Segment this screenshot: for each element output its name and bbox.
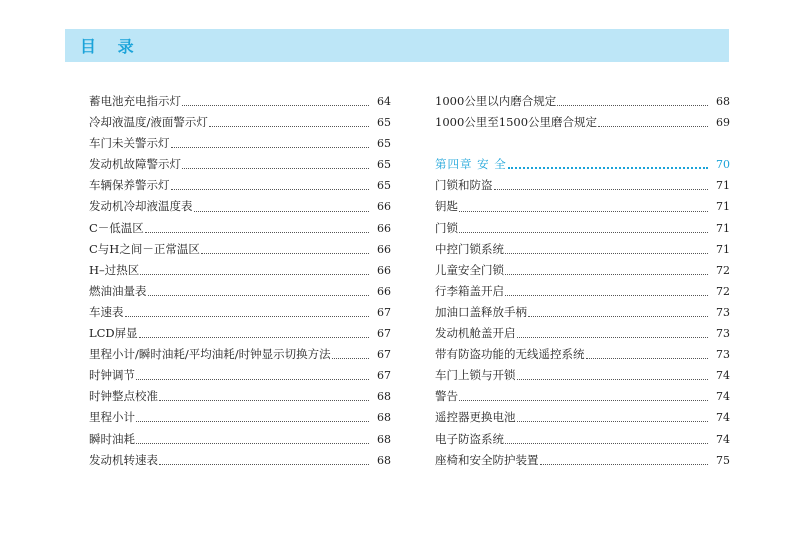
leader-dots: [182, 105, 369, 106]
toc-entry[interactable]: [89, 175, 391, 196]
toc-entry-label: 发动机舱盖开启: [435, 326, 516, 341]
leader-dots: [136, 379, 369, 380]
toc-entry[interactable]: [89, 344, 391, 365]
toc-right-column: [435, 91, 730, 471]
toc-entry-label: 车门未关警示灯: [89, 136, 170, 151]
leader-dots: [159, 400, 369, 401]
toc-entry[interactable]: [89, 407, 391, 428]
toc-entry-label: C与H之间－正常温区: [89, 241, 200, 256]
toc-entry-page: 71: [716, 242, 730, 256]
leader-dots: [517, 421, 709, 422]
toc-entry-label: 车辆保养警示灯: [89, 178, 170, 193]
leader-dots: [140, 274, 369, 275]
toc-entry[interactable]: [435, 344, 730, 365]
leader-dots: [508, 167, 708, 169]
toc-entry-label: H–过热区: [89, 262, 140, 277]
toc-entry[interactable]: [89, 196, 391, 217]
toc-entry[interactable]: [435, 196, 730, 217]
toc-entry-label: 电子防盗系统: [435, 431, 504, 446]
toc-entry-label: 瞬时油耗: [89, 431, 135, 446]
toc-entry-label: 加油口盖释放手柄: [435, 304, 527, 319]
toc-entry[interactable]: [89, 323, 391, 344]
toc-entry[interactable]: [89, 218, 391, 239]
toc-entry[interactable]: [89, 133, 391, 154]
toc-entry-label: 儿童安全门锁: [435, 262, 504, 277]
toc-entry-page: 73: [716, 327, 730, 341]
toc-entry-page: 75: [716, 453, 730, 467]
toc-entry-page: 66: [377, 284, 391, 298]
chapter-heading[interactable]: [435, 154, 730, 175]
toc-entry[interactable]: [435, 91, 730, 112]
leader-dots: [598, 126, 708, 127]
leader-dots: [494, 189, 709, 190]
toc-entry-page: 71: [716, 221, 730, 235]
leader-dots: [517, 379, 709, 380]
toc-entry-page: 66: [377, 200, 391, 214]
toc-entry-page: 74: [716, 411, 730, 425]
toc-entry-label: LCD屏显: [89, 326, 138, 341]
toc-entry-page: 74: [716, 390, 730, 404]
toc-entry-label: 1000公里至1500公里磨合规定: [435, 115, 598, 130]
toc-entry[interactable]: [435, 260, 730, 281]
toc-entry-label: 蓄电池充电指示灯: [89, 94, 181, 108]
toc-entry-page: 71: [716, 179, 730, 193]
toc-entry-page: 66: [377, 263, 391, 277]
toc-entry-label: 时钟调节: [89, 368, 135, 383]
toc-entry-label: 里程小计: [89, 410, 135, 425]
toc-entry-page: 67: [377, 305, 391, 319]
toc-entry[interactable]: [435, 112, 730, 133]
leader-dots: [505, 274, 708, 275]
toc-entry-label: 带有防盗功能的无线遥控系统: [435, 347, 585, 362]
toc-entry[interactable]: [435, 407, 730, 428]
toc-entry-page: 68: [716, 95, 730, 108]
leader-dots: [171, 189, 370, 190]
toc-entry-label: 1000公里以内磨合规定: [435, 94, 557, 108]
toc-entry-label: 车速表: [89, 304, 124, 319]
toc-entry-page: 69: [716, 116, 730, 130]
toc-entry-label: 车门上锁与开锁: [435, 368, 516, 383]
toc-entry[interactable]: [89, 450, 391, 471]
leader-dots: [459, 211, 708, 212]
toc-entry[interactable]: [435, 218, 730, 239]
leader-dots: [201, 253, 369, 254]
toc-entry-label: 门锁和防盗: [435, 178, 493, 193]
toc-entry-label: 里程小计/瞬时油耗/平均油耗/时钟显示切换方法: [89, 347, 331, 362]
toc-entry-page: 68: [377, 390, 391, 404]
toc-entry-page: 66: [377, 242, 391, 256]
toc-title: 目 录: [80, 37, 142, 56]
toc-entry[interactable]: [89, 302, 391, 323]
toc-entry-page: 68: [377, 453, 391, 467]
leader-dots: [209, 126, 369, 127]
toc-entry-page: 74: [716, 432, 730, 446]
toc-entry-page: 72: [716, 263, 730, 277]
leader-dots: [125, 316, 370, 317]
leader-dots: [332, 358, 369, 359]
toc-entry-label: 中控门锁系统: [435, 241, 504, 256]
toc-header-band: [65, 29, 729, 62]
toc-entry-page: 64: [377, 95, 391, 108]
toc-entry[interactable]: [89, 112, 391, 133]
toc-entry-page: 68: [377, 432, 391, 446]
leader-dots: [139, 337, 369, 338]
toc-entry-label: 时钟整点校准: [89, 389, 158, 404]
toc-entry-page: 65: [377, 179, 391, 193]
toc-entry[interactable]: [435, 175, 730, 196]
toc-entry-label: 钥匙: [435, 199, 458, 214]
toc-entry-page: 67: [377, 348, 391, 362]
toc-entry[interactable]: [435, 429, 730, 450]
toc-entry-label: C－低温区: [89, 220, 144, 235]
toc-entry[interactable]: [435, 386, 730, 407]
leader-dots: [171, 147, 370, 148]
toc-entry[interactable]: [435, 365, 730, 386]
leader-dots: [528, 316, 708, 317]
toc-entry-label: 座椅和安全防护装置: [435, 452, 539, 467]
toc-entry-label: 发动机转速表: [89, 452, 158, 467]
toc-entry-label: 门锁: [435, 220, 458, 235]
toc-entry-page: 65: [377, 116, 391, 130]
toc-entry-page: 66: [377, 221, 391, 235]
chapter-page: 70: [716, 158, 730, 172]
toc-entry-label: 遥控器更换电池: [435, 410, 516, 425]
leader-dots: [517, 337, 709, 338]
toc-entry[interactable]: [435, 281, 730, 302]
toc-entry-label: 行李箱盖开启: [435, 283, 504, 298]
leader-dots: [540, 464, 709, 465]
leader-dots: [182, 168, 369, 169]
toc-entry[interactable]: [435, 450, 730, 471]
leader-dots: [148, 295, 370, 296]
leader-dots: [557, 105, 708, 106]
toc-entry[interactable]: [435, 323, 730, 344]
chapter-label: 第四章 安 全: [435, 157, 507, 172]
toc-entry[interactable]: [89, 281, 391, 302]
toc-entry-page: 65: [377, 137, 391, 151]
toc-entry-label: 警告: [435, 389, 458, 404]
toc-entry[interactable]: [89, 154, 391, 175]
toc-entry-label: 冷却液温度/液面警示灯: [89, 115, 208, 130]
leader-dots: [459, 400, 708, 401]
toc-entry-page: 73: [716, 305, 730, 319]
toc-entry-page: 71: [716, 200, 730, 214]
leader-dots: [136, 443, 369, 444]
leader-dots: [505, 295, 708, 296]
toc-left-column: [89, 91, 391, 471]
toc-entry[interactable]: [435, 302, 730, 323]
leader-dots: [505, 443, 708, 444]
toc-entry-label: 燃油油量表: [89, 283, 147, 298]
leader-dots: [505, 253, 708, 254]
leader-dots: [194, 211, 370, 212]
leader-dots: [586, 358, 709, 359]
section-gap: [435, 133, 730, 154]
toc-entry-page: 65: [377, 158, 391, 172]
toc-entry-label: 发动机故障警示灯: [89, 157, 181, 172]
toc-entry[interactable]: [435, 239, 730, 260]
toc-entry[interactable]: [89, 239, 391, 260]
toc-entry-page: 67: [377, 369, 391, 383]
leader-dots: [459, 232, 708, 233]
toc-entry[interactable]: [89, 91, 391, 112]
toc-entry-page: 74: [716, 369, 730, 383]
toc-entry[interactable]: [89, 365, 391, 386]
leader-dots: [145, 232, 369, 233]
leader-dots: [159, 464, 369, 465]
leader-dots: [136, 421, 369, 422]
toc-entry-page: 72: [716, 284, 730, 298]
toc-entry-label: 发动机冷却液温度表: [89, 199, 193, 214]
toc-entry-page: 68: [377, 411, 391, 425]
toc-entry[interactable]: [89, 260, 391, 281]
toc-entry-page: 67: [377, 327, 391, 341]
toc-entry-page: 73: [716, 348, 730, 362]
toc-entry[interactable]: [89, 386, 391, 407]
toc-entry[interactable]: [89, 429, 391, 450]
